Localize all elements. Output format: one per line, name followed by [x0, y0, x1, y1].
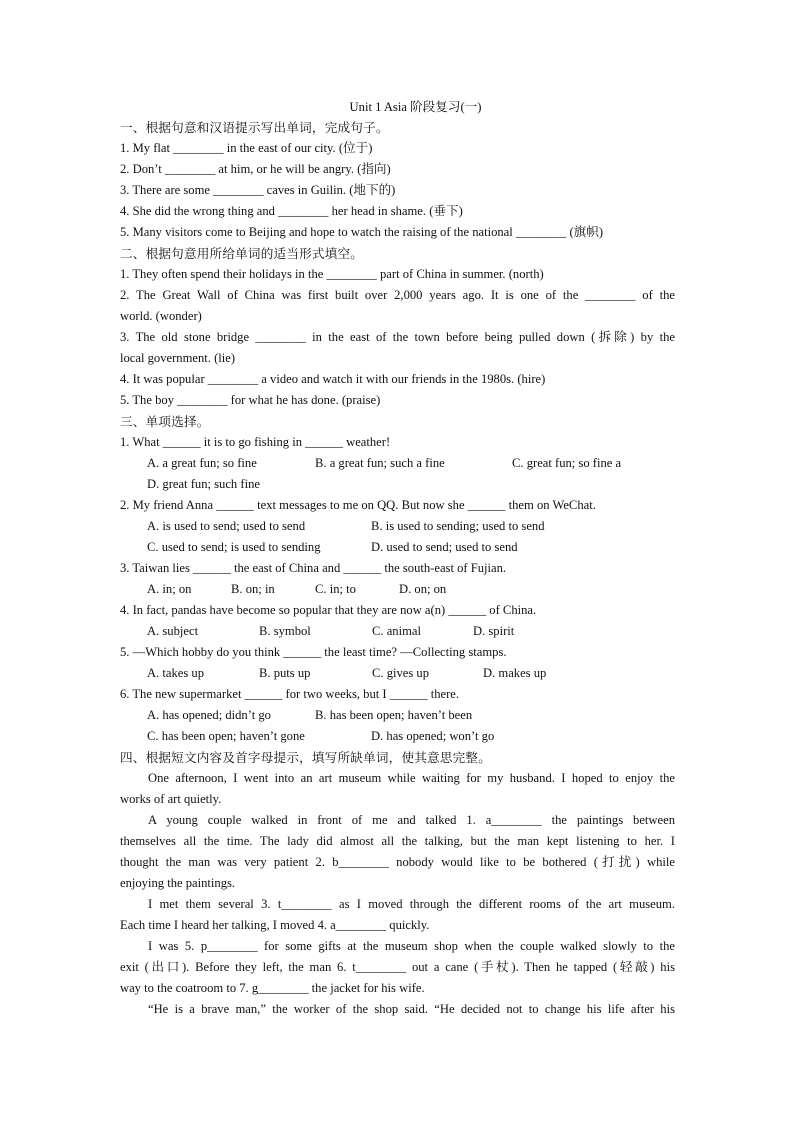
- passage-line: exit (出口). Before they left, the man 6. t________ out a cane (手杖). Then he tapped (轻敲) his: [120, 960, 675, 974]
- mc-options: [120, 705, 675, 726]
- section2-item-continued: world. (wonder): [120, 309, 202, 323]
- mc-options: [120, 621, 675, 642]
- section2-item: 5. The boy ________ for what he has done. (praise): [120, 393, 381, 407]
- section1-item: 1. My flat ________ in the east of our city. (位于): [120, 141, 373, 155]
- section1-item: 4. She did the wrong thing and ________ her head in shame. (垂下): [120, 204, 463, 218]
- mc-question: 3. Taiwan lies ______ the east of China and ______ the south-east of Fujian.: [120, 561, 507, 575]
- option-d: D. great fun; such fine: [147, 477, 260, 491]
- mc-question: 2. My friend Anna ______ text messages to me on QQ. But now she ______ them on WeChat.: [120, 498, 596, 512]
- section2-item: 1. They often spend their holidays in the ________ part of China in summer. (north): [120, 267, 544, 281]
- option-b: B. a great fun; such a fine: [315, 456, 445, 470]
- option-d: D. makes up: [483, 666, 547, 680]
- option-c: C. animal: [372, 624, 421, 638]
- section1-item: 5. Many visitors come to Beijing and hope to watch the raising of the national ________ (旗帜): [120, 225, 604, 239]
- option-a: A. a great fun; so fine: [147, 456, 257, 470]
- section3-heading: 三、单项选择。: [120, 414, 210, 429]
- option-b: B. has been open; haven’t been: [315, 708, 473, 722]
- option-d: D. spirit: [473, 624, 515, 638]
- mc-options: [120, 726, 675, 747]
- passage-line: Each time I heard her talking, I moved 4. a________ quickly.: [120, 918, 430, 932]
- passage-line: themselves all the time. The lady did almost all the talking, but the man kept listening to her. I: [120, 834, 675, 848]
- option-c: C. used to send; is used to sending: [147, 540, 321, 554]
- section1-heading: 一、根据句意和汉语提示写出单词，完成句子。: [120, 120, 389, 135]
- option-b: B. is used to sending; used to send: [371, 519, 545, 533]
- section2-item: 2. The Great Wall of China was first built over 2,000 years ago. It is one of the ________ of the: [120, 288, 675, 302]
- mc-options: [120, 537, 675, 558]
- option-c: C. great fun; so fine a: [512, 456, 622, 470]
- option-c: C. in; to: [315, 582, 356, 596]
- mc-options: [120, 474, 675, 495]
- option-b: B. symbol: [259, 624, 311, 638]
- passage-line: I met them several 3. t________ as I moved through the different rooms of the art museum.: [148, 897, 675, 911]
- mc-question: 6. The new supermarket ______ for two weeks, but I ______ there.: [120, 687, 460, 701]
- mc-options: [120, 579, 675, 600]
- section1-item: 3. There are some ________ caves in Guilin. (地下的): [120, 183, 396, 197]
- page-title: Unit 1 Asia 阶段复习(一): [349, 100, 482, 114]
- section4-heading: 四、根据短文内容及首字母提示，填写所缺单词，使其意思完整。: [120, 750, 492, 765]
- mc-question: 4. In fact, pandas have become so popular that they are now a(n) ______ of China.: [120, 603, 537, 617]
- passage-line: I was 5. p________ for some gifts at the museum shop when the couple walked slowly to the: [148, 939, 675, 953]
- passage-line: “He is a brave man,” the worker of the shop said. “He decided not to change his life after his: [148, 1002, 675, 1016]
- mc-options: [120, 516, 675, 537]
- section2-item: 4. It was popular ________ a video and watch it with our friends in the 1980s. (hire): [120, 372, 546, 386]
- passage-line: enjoying the paintings.: [120, 876, 236, 890]
- option-b: B. on; in: [231, 582, 275, 596]
- section2-item: 3. The old stone bridge ________ in the east of the town before being pulled down (拆除) by the: [120, 330, 675, 344]
- option-a: A. has opened; didn’t go: [147, 708, 271, 722]
- option-d: D. used to send; used to send: [371, 540, 518, 554]
- passage-line: works of art quietly.: [120, 792, 222, 806]
- option-d: D. on; on: [399, 582, 447, 596]
- mc-options: [120, 663, 675, 684]
- mc-question: 5. —Which hobby do you think ______ the least time? —Collecting stamps.: [120, 645, 507, 659]
- option-a: A. takes up: [147, 666, 205, 680]
- passage-line: way to the coatroom to 7. g________ the jacket for his wife.: [120, 981, 425, 995]
- option-a: A. subject: [147, 624, 199, 638]
- section2-item-continued: local government. (lie): [120, 351, 236, 365]
- option-a: A. in; on: [147, 582, 192, 596]
- option-a: A. is used to send; used to send: [147, 519, 306, 533]
- option-c: C. has been open; haven’t gone: [147, 729, 305, 743]
- option-d: D. has opened; won’t go: [371, 729, 495, 743]
- worksheet-page: [120, 97, 675, 1020]
- passage-line: thought the man was very patient 2. b________ nobody would like to be bothered (打扰) while: [120, 855, 675, 869]
- mc-options: [120, 453, 675, 474]
- passage-line: A young couple walked in front of me and talked 1. a________ the paintings between: [148, 813, 675, 827]
- section2-heading: 二、根据句意用所给单词的适当形式填空。: [120, 246, 364, 261]
- section1-item: 2. Don’t ________ at him, or he will be angry. (指向): [120, 162, 391, 176]
- mc-question: 1. What ______ it is to go fishing in ______ weather!: [120, 435, 391, 449]
- option-c: C. gives up: [372, 666, 430, 680]
- passage-line: One afternoon, I went into an art museum while waiting for my husband. I hoped to enjoy the: [148, 771, 675, 785]
- option-b: B. puts up: [259, 666, 311, 680]
